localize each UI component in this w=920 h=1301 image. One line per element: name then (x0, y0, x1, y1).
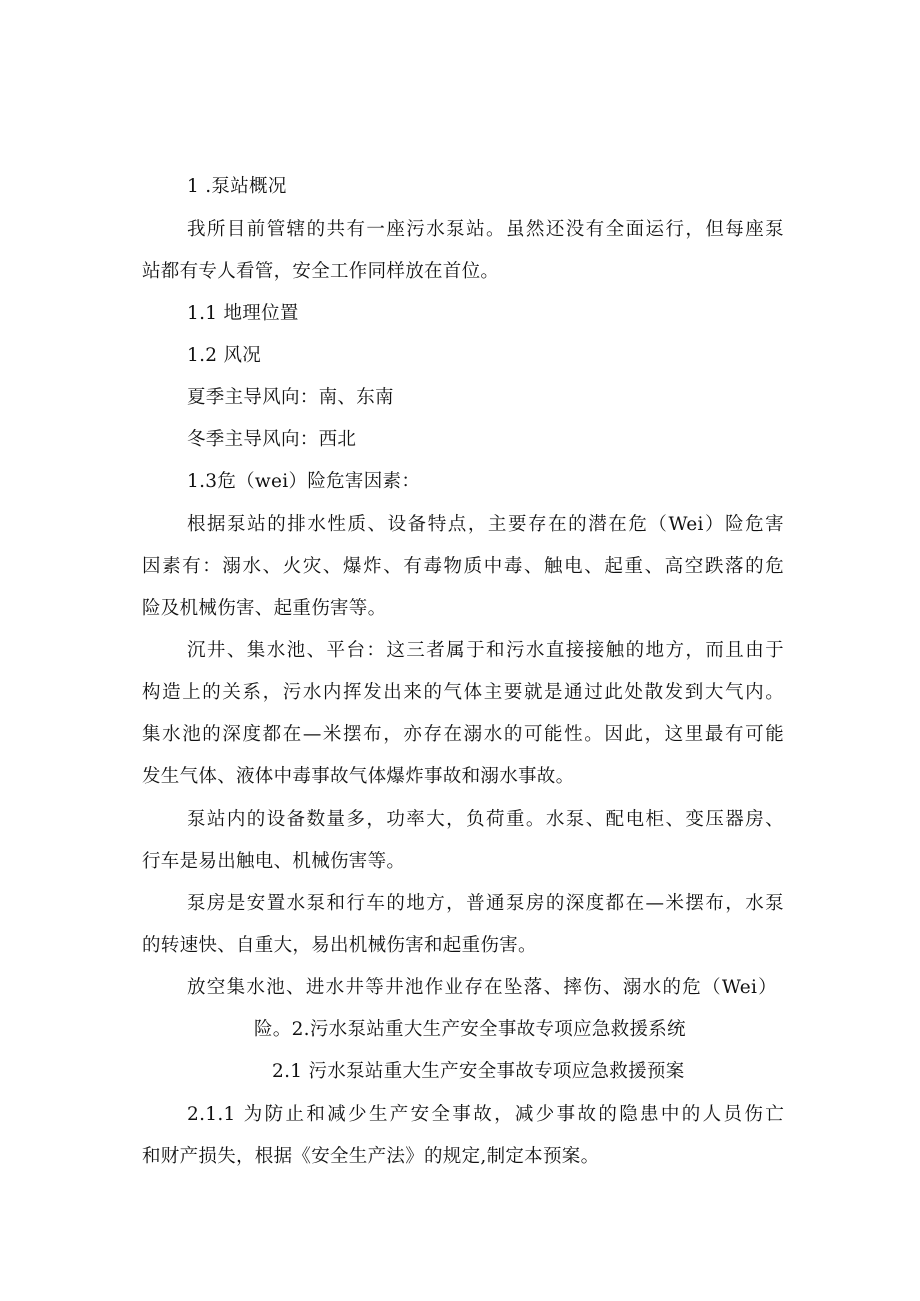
paragraph-line: 发生气体、液体中毒事故气体爆炸事故和溺水事故。 (142, 766, 575, 787)
paragraph-line: 2.1.1 为防止和减少生产安全事故，减少事故的隐患中的人员伤亡 (187, 1104, 784, 1125)
paragraph-line: 沉井、集水池、平台：这三者属于和污水直接接触的地方，而且由于 (187, 640, 784, 661)
paragraph-line: 因素有：溺水、火灾、爆炸、有毒物质中毒、触电、起重、高空跌落的危 (142, 556, 784, 577)
paragraph-line: 险及机械伤害、起重伤害等。 (142, 598, 387, 619)
section-heading-wind: 1.2 风况 (187, 345, 262, 366)
paragraph-line: 行车是易出触电、机械伤害等。 (142, 851, 406, 872)
paragraph-line: 的转速快、自重大，易出机械伤害和起重伤害。 (142, 935, 537, 956)
paragraph-line: 构造上的关系，污水内挥发出来的气体主要就是通过此处散发到大气内。 (142, 682, 784, 703)
paragraph-line: 放空集水池、进水井等井池作业存在坠落、摔伤、溺水的危（Wei） (187, 977, 777, 998)
section-heading-location: 1.1 地理位置 (187, 303, 299, 324)
wind-summer-text: 夏季主导风向：南、东南 (187, 387, 394, 408)
paragraph-line: 集水池的深度都在—米摆布，亦存在溺水的可能性。因此，这里最有可能 (142, 724, 784, 745)
paragraph-line: 站都有专人看管，安全工作同样放在首位。 (142, 261, 500, 282)
paragraph-line: 根据泵站的排水性质、设备特点，主要存在的潜在危（Wei）险危害 (187, 514, 784, 535)
paragraph-line: 泵房是安置水泵和行车的地方，普通泵房的深度都在—米摆布，水泵 (187, 893, 784, 914)
paragraph-line: 泵站内的设备数量多，功率大，负荷重。水泵、配电柜、变压器房、 (187, 809, 784, 830)
section-heading-emergency-plan: 2.1 污水泵站重大生产安全事故专项应急救援预案 (272, 1061, 685, 1082)
section-heading-hazards: 1.3危（wei）险危害因素： (187, 471, 421, 492)
paragraph-line: 和财产损失，根据《安全生产法》的规定,制定本预案。 (142, 1146, 600, 1167)
paragraph-line: 我所目前管辖的共有一座污水泵站。虽然还没有全面运行，但每座泵 (187, 219, 784, 240)
wind-winter-text: 冬季主导风向：西北 (187, 429, 357, 450)
section-heading-emergency-system: 险。2.污水泵站重大生产安全事故专项应急救援系统 (254, 1019, 686, 1040)
section-heading-pump-station-overview: 1 .泵站概况 (187, 176, 287, 197)
